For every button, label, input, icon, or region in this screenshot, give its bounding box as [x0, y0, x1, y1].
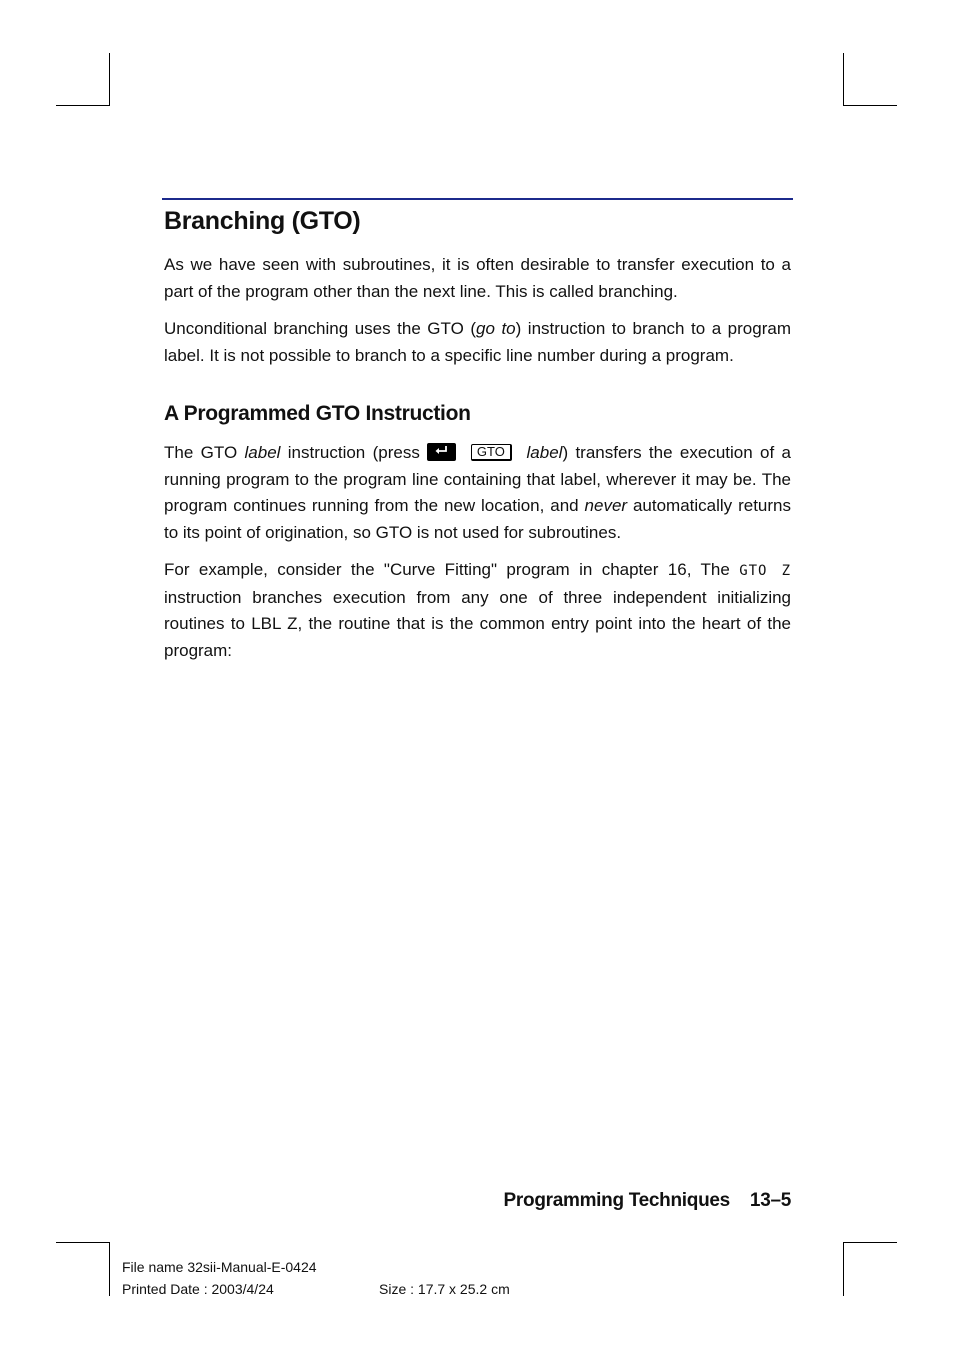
- crop-mark-bottom-right-horizontal: [843, 1242, 897, 1243]
- crop-mark-top-left-horizontal: [56, 105, 110, 106]
- section-paragraph-1: As we have seen with subroutines, it is often desirable to transfer execution to a part of the program other than the next line. This is called branching.: [164, 255, 791, 301]
- italic-run: label: [526, 443, 563, 462]
- printed-date: Printed Date : 2003/4/24: [122, 1281, 274, 1297]
- file-info: [122, 1256, 510, 1300]
- crop-mark-top-right-horizontal: [843, 105, 897, 106]
- section-title: Branching (GTO): [164, 207, 361, 235]
- italic-run: go to: [476, 319, 516, 338]
- print-size: Size : 17.7 x 25.2 cm: [379, 1281, 510, 1297]
- text-run: instruction branches execution from any one of three independent initializing routines to LBL Z, the routine that is the common entry point into the heart of the program:: [164, 587, 791, 660]
- subsection-paragraph-1: [164, 440, 791, 546]
- crop-mark-top-left-vertical: [109, 53, 110, 106]
- italic-run: label: [244, 443, 281, 462]
- crop-mark-top-right-vertical: [843, 53, 844, 106]
- file-name: File name 32sii-Manual-E-0424: [122, 1259, 317, 1275]
- text-run: Unconditional branching uses the GTO (: [164, 319, 477, 338]
- gto-key: GTO: [471, 444, 512, 461]
- page-number: 13–5: [749, 1190, 791, 1211]
- text-run: ) transfers the execution of a running program to the program line containing that label, wherever it may be. The program continues running from the new location, and: [164, 443, 792, 515]
- text-run: instruction (press: [280, 443, 428, 462]
- crop-mark-bottom-left-vertical: [109, 1242, 110, 1296]
- chapter-title: Programming Techniques: [503, 1190, 730, 1211]
- subsection-paragraph-2: [164, 557, 791, 664]
- crop-mark-bottom-right-vertical: [843, 1242, 844, 1296]
- page-content: [164, 200, 791, 664]
- left-shift-arrow-icon: [427, 443, 456, 461]
- subsection-title: A Programmed GTO Instruction: [164, 402, 471, 425]
- text-run: automatically returns to its point of origination, so GTO is not used for subroutines.: [164, 496, 791, 542]
- running-footer: [504, 1190, 791, 1212]
- italic-run: never: [584, 496, 628, 515]
- text-run: The GTO: [164, 443, 245, 462]
- crop-mark-bottom-left-horizontal: [56, 1242, 110, 1243]
- text-run: For example, consider the "Curve Fitting" program in chapter 16, The: [164, 560, 740, 579]
- text-run: ) instruction to branch to a program label. It is not possible to branch to a specific line number during a program.: [164, 319, 791, 365]
- lcd-code: GTO Z: [739, 563, 791, 579]
- section-paragraph-2: [164, 316, 791, 369]
